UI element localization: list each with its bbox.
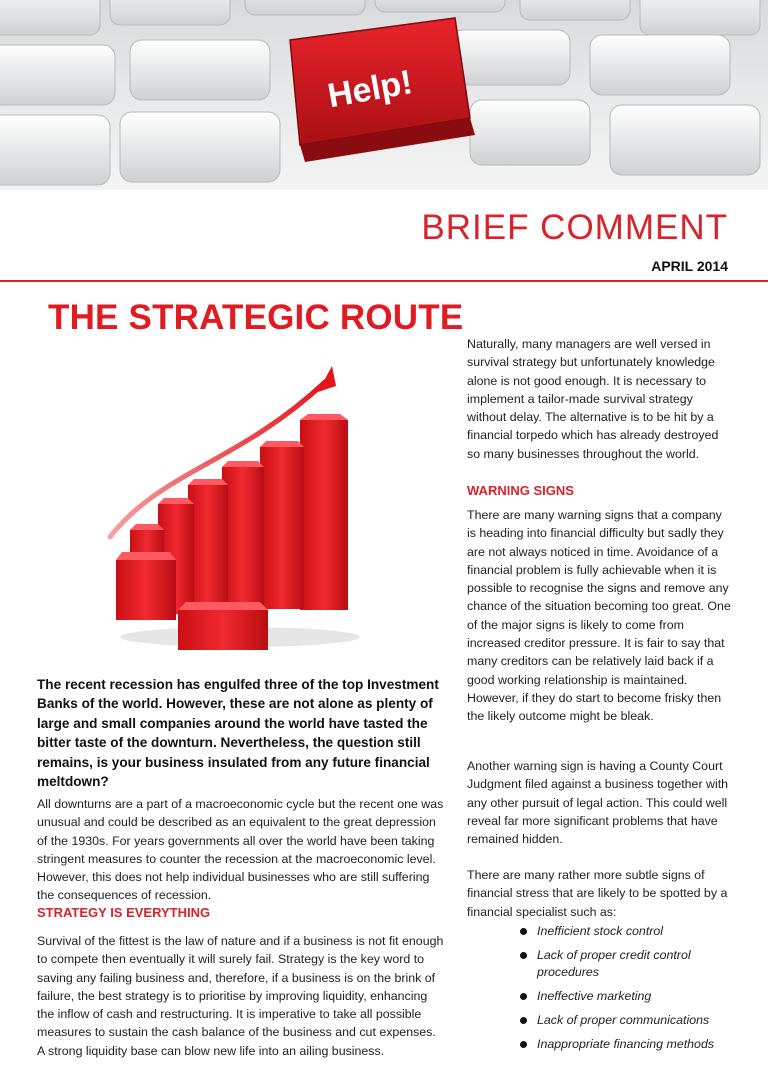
banner-divider xyxy=(0,280,768,282)
article-title: THE STRATEGIC ROUTE xyxy=(48,298,464,337)
list-item xyxy=(520,988,740,1005)
list-item xyxy=(520,947,740,981)
warning-signs-list xyxy=(520,923,740,1060)
bullet-icon xyxy=(520,993,527,1000)
bar-2 xyxy=(260,447,304,609)
bar-6-top xyxy=(130,524,164,530)
bar-3-top xyxy=(222,461,264,467)
list-item-text: Inappropriate financing methods xyxy=(537,1037,715,1051)
section-heading-warning: WARNING SIGNS xyxy=(467,483,574,498)
issue-date: APRIL 2014 xyxy=(651,258,728,274)
list-item xyxy=(520,1036,740,1053)
bar-5-top xyxy=(158,498,194,504)
bullet-icon xyxy=(520,928,527,935)
list-item-text: Lack of proper credit control procedures xyxy=(537,948,691,979)
bar-4-top xyxy=(188,479,228,485)
banner-title: BRIEF COMMENT xyxy=(421,208,728,247)
body-paragraph-2: Survival of the fittest is the law of nature and if a business is not fit enough to compete then eventually it will surely fail. Strategy is the key word to saving any failing business and, therefore, if a business is on the brink of failure, the best strategy is to prioritise by improving liquidity, enhancing the inflow of cash and restructuring. It is imperative to take all possible measures to sustain the cash balance of the business and cut expenses. A strong liquidity base can blow new life into an ailing business. xyxy=(37,934,444,1058)
right-paragraph-1: Naturally, many managers are well versed in survival strategy but unfortunately knowledge alone is not good enough. It is necessary to implement a tailor-made survival strategy without delay. The alternative is to be hit by a financial torpedo which has already destroyed so many businesses throughout the world. xyxy=(467,337,719,461)
bar-7-top xyxy=(116,552,176,560)
rising-bars-illustration xyxy=(70,352,410,662)
keyboard-illustration xyxy=(0,0,768,190)
help-key-label: Help! xyxy=(324,63,416,116)
bar-2-top xyxy=(260,441,304,447)
bar-1 xyxy=(300,420,348,610)
right-paragraph-4: There are many rather more subtle signs of financial stress that are likely to be spotted by a financial specialist such as: xyxy=(467,868,728,919)
list-item-text: Inefficient stock control xyxy=(537,924,664,938)
bar-8 xyxy=(178,610,268,650)
bar-3 xyxy=(222,467,264,609)
section-heading-strategy: STRATEGY IS EVERYTHING xyxy=(37,905,211,920)
bullet-icon xyxy=(520,1041,527,1048)
bar-7 xyxy=(116,560,176,620)
body-paragraph-1: All downturns are a part of a macroeconomic cycle but the recent one was unusual and could be described as an equivalent to the great depression of the 1930s. For years governments all over the world have been taking stringent measures to counter the recession at the macroeconomic level. However, this does not help individual businesses who are still suffering the consequences of recession. xyxy=(37,797,444,903)
list-item xyxy=(520,923,740,940)
bullet-icon xyxy=(520,1017,527,1024)
list-item-text: Lack of proper communications xyxy=(537,1013,710,1027)
right-paragraph-2: There are many warning signs that a company is heading into financial difficulty but sadly they are not always noticed in time. Avoidance of a financial problem is fully achievable when it is possible to recognise the signs and remove any chance of the situation becoming too great. One of the major signs is likely to come from increased creditor pressure. It is fair to say that many creditors can be relatively laid back if a good working relationship is maintained. However, if they do start to become frisky then the likely outcome might be bleak. xyxy=(467,508,731,724)
right-paragraph-3: Another warning sign is having a County Court Judgment filed against a business together with any other pursuit of legal action. This could well reveal far more significant problems that have remained hidden. xyxy=(467,759,729,847)
bar-8-top xyxy=(178,602,268,610)
lead-paragraph: The recent recession has engulfed three of the top Investment Banks of the world. However, these are not alone as plenty of large and small companies around the world have tasted the bitter taste of the downturn. Nevertheless, the question still remains, is your business insulated from any future financial meltdown? xyxy=(37,677,439,790)
keyboard-hero-image xyxy=(0,0,768,190)
list-item xyxy=(520,1012,740,1029)
help-key xyxy=(290,18,475,162)
bullet-icon xyxy=(520,952,527,959)
list-item-text: Ineffective marketing xyxy=(537,989,652,1003)
bar-1-top xyxy=(300,414,348,420)
